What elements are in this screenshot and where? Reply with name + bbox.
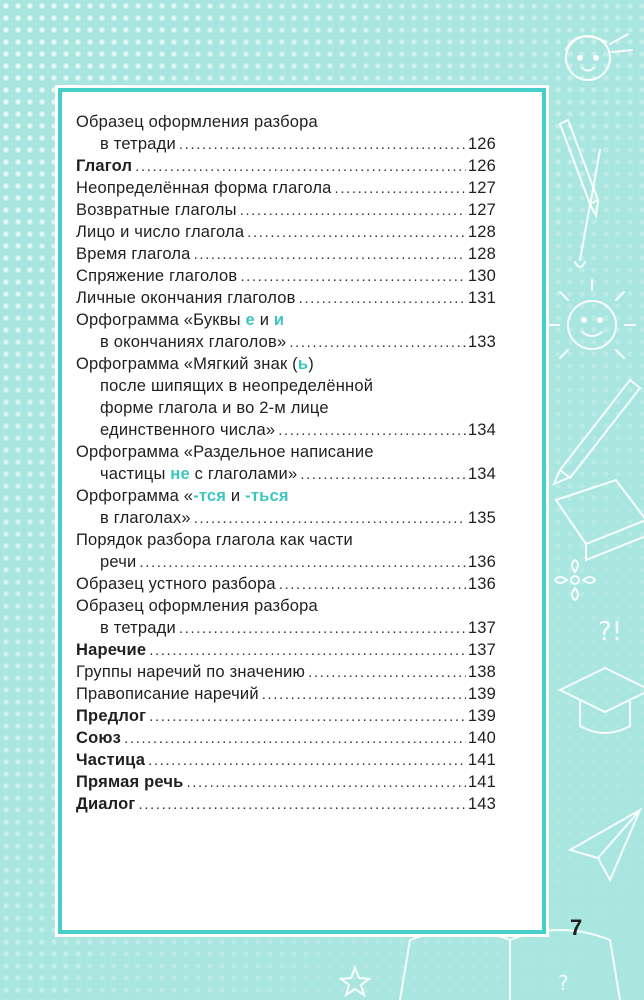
toc-page-number: 126	[467, 157, 496, 175]
toc-title	[100, 465, 297, 484]
leader-dots	[279, 576, 466, 593]
text-segment: частицы	[100, 465, 171, 483]
toc-title: Образец оформления разбора	[76, 113, 318, 131]
text-segment: Орфограмма «Мягкий знак (	[76, 355, 298, 373]
toc-title: форме глагола и во 2-м лице	[100, 399, 329, 417]
toc-title: Союз	[76, 729, 122, 747]
toc-row	[76, 641, 496, 663]
text-segment: )	[308, 355, 314, 373]
leader-dots	[262, 686, 466, 703]
toc-title: после шипящих в неопределённой	[100, 377, 374, 395]
toc-page-number: 126	[467, 135, 496, 153]
table-of-contents	[76, 113, 496, 817]
toc-title: Образец устного разбора	[76, 575, 276, 593]
leader-dots	[299, 290, 466, 307]
text-segment: Орфограмма «Буквы	[76, 311, 246, 329]
toc-title	[76, 355, 314, 374]
toc-page-number: 141	[467, 751, 496, 769]
highlight-letter: -ться	[245, 487, 289, 505]
highlight-letter: не	[170, 465, 190, 483]
toc-page-number: 134	[467, 465, 496, 483]
leader-dots	[289, 334, 466, 351]
text-segment: Орфограмма «	[76, 487, 194, 505]
toc-title: Частица	[76, 751, 146, 769]
leader-dots	[300, 466, 466, 483]
toc-row	[76, 575, 496, 597]
toc-title: Наречие	[76, 641, 147, 659]
toc-row	[76, 487, 496, 509]
toc-row	[76, 135, 496, 157]
leader-dots	[124, 730, 466, 747]
leader-dots	[335, 180, 466, 197]
leader-dots	[149, 708, 466, 725]
toc-title: речи	[100, 553, 137, 571]
highlight-letter: е	[245, 311, 255, 329]
toc-title: Лицо и число глагола	[76, 223, 245, 241]
toc-page-number: 127	[467, 201, 496, 219]
highlight-letter: ь	[297, 355, 309, 373]
toc-page-number: 135	[467, 509, 496, 527]
highlight-letter: -тся	[193, 487, 227, 505]
toc-row	[76, 201, 496, 223]
leader-dots	[187, 774, 466, 791]
toc-page-number: 139	[467, 707, 496, 725]
toc-title: Правописание наречий	[76, 685, 259, 703]
toc-row	[76, 707, 496, 729]
toc-title: Порядок разбора глагола как части	[76, 531, 353, 549]
toc-row	[76, 795, 496, 817]
toc-title: единственного числа»	[100, 421, 276, 439]
toc-row	[76, 311, 496, 333]
toc-row	[76, 531, 496, 553]
toc-title: Орфограмма «Раздельное написание	[76, 443, 374, 461]
toc-row	[76, 179, 496, 201]
toc-title: Диалог	[76, 795, 136, 813]
toc-page-number: 137	[467, 641, 496, 659]
toc-title: Личные окончания глаголов	[76, 289, 296, 307]
toc-row	[76, 553, 496, 575]
toc-title	[76, 311, 284, 330]
leader-dots	[194, 510, 466, 527]
text-segment: и	[226, 487, 246, 505]
leader-dots	[135, 158, 466, 175]
text-segment: с глаголами»	[189, 465, 298, 483]
toc-row	[76, 751, 496, 773]
toc-row	[76, 333, 496, 355]
toc-row	[76, 377, 496, 399]
text-segment: и	[254, 311, 274, 329]
toc-page-number: 139	[467, 685, 496, 703]
toc-row	[76, 399, 496, 421]
toc-row	[76, 267, 496, 289]
toc-page-number: 143	[467, 795, 496, 813]
page-number: 7	[570, 915, 583, 940]
toc-row	[76, 421, 496, 443]
toc-page-number: 136	[467, 553, 496, 571]
doodle-question-text: ?	[558, 971, 569, 995]
toc-row	[76, 509, 496, 531]
toc-title: в глаголах»	[100, 509, 191, 527]
leader-dots	[179, 620, 466, 637]
leader-dots	[179, 136, 466, 153]
highlight-letter: и	[273, 311, 285, 329]
toc-title: Образец оформления разбора	[76, 597, 318, 615]
toc-title: Группы наречий по значению	[76, 663, 306, 681]
leader-dots	[194, 246, 466, 263]
toc-row	[76, 245, 496, 267]
leader-dots	[278, 422, 466, 439]
toc-title	[76, 487, 289, 506]
toc-page-number: 130	[467, 267, 496, 285]
toc-page-number: 134	[467, 421, 496, 439]
toc-row	[76, 113, 496, 135]
toc-title: Глагол	[76, 157, 133, 175]
toc-page-number: 140	[467, 729, 496, 747]
toc-page-number: 136	[467, 575, 496, 593]
toc-page-number: 131	[467, 289, 496, 307]
toc-title: в окончаниях глаголов»	[100, 333, 287, 351]
toc-row	[76, 157, 496, 179]
toc-title: Прямая речь	[76, 773, 184, 791]
leader-dots	[247, 224, 466, 241]
leader-dots	[240, 268, 465, 285]
leader-dots	[139, 796, 466, 813]
toc-row	[76, 223, 496, 245]
leader-dots	[148, 752, 466, 769]
toc-row	[76, 773, 496, 795]
toc-row	[76, 443, 496, 465]
toc-page-number: 128	[467, 223, 496, 241]
leader-dots	[139, 554, 465, 571]
leader-dots	[240, 202, 466, 219]
toc-page-number: 137	[467, 619, 496, 637]
toc-title: в тетради	[100, 619, 176, 637]
toc-row	[76, 289, 496, 311]
toc-row	[76, 729, 496, 751]
toc-title: Время глагола	[76, 245, 191, 263]
toc-page-number: 133	[467, 333, 496, 351]
toc-row	[76, 663, 496, 685]
toc-title: Неопределённая форма глагола	[76, 179, 332, 197]
toc-title: в тетради	[100, 135, 176, 153]
leader-dots	[308, 664, 466, 681]
toc-row	[76, 465, 496, 487]
toc-page-number: 127	[467, 179, 496, 197]
toc-row	[76, 619, 496, 641]
toc-title: Предлог	[76, 707, 147, 725]
toc-row	[76, 685, 496, 707]
toc-title: Возвратные глаголы	[76, 201, 237, 219]
toc-row	[76, 355, 496, 377]
leader-dots	[149, 642, 466, 659]
toc-row	[76, 597, 496, 619]
doodle-exclaim-text: ?!	[598, 617, 623, 647]
toc-page-number: 138	[467, 663, 496, 681]
toc-page-number: 128	[467, 245, 496, 263]
toc-page-number: 141	[467, 773, 496, 791]
toc-title: Спряжение глаголов	[76, 267, 238, 285]
